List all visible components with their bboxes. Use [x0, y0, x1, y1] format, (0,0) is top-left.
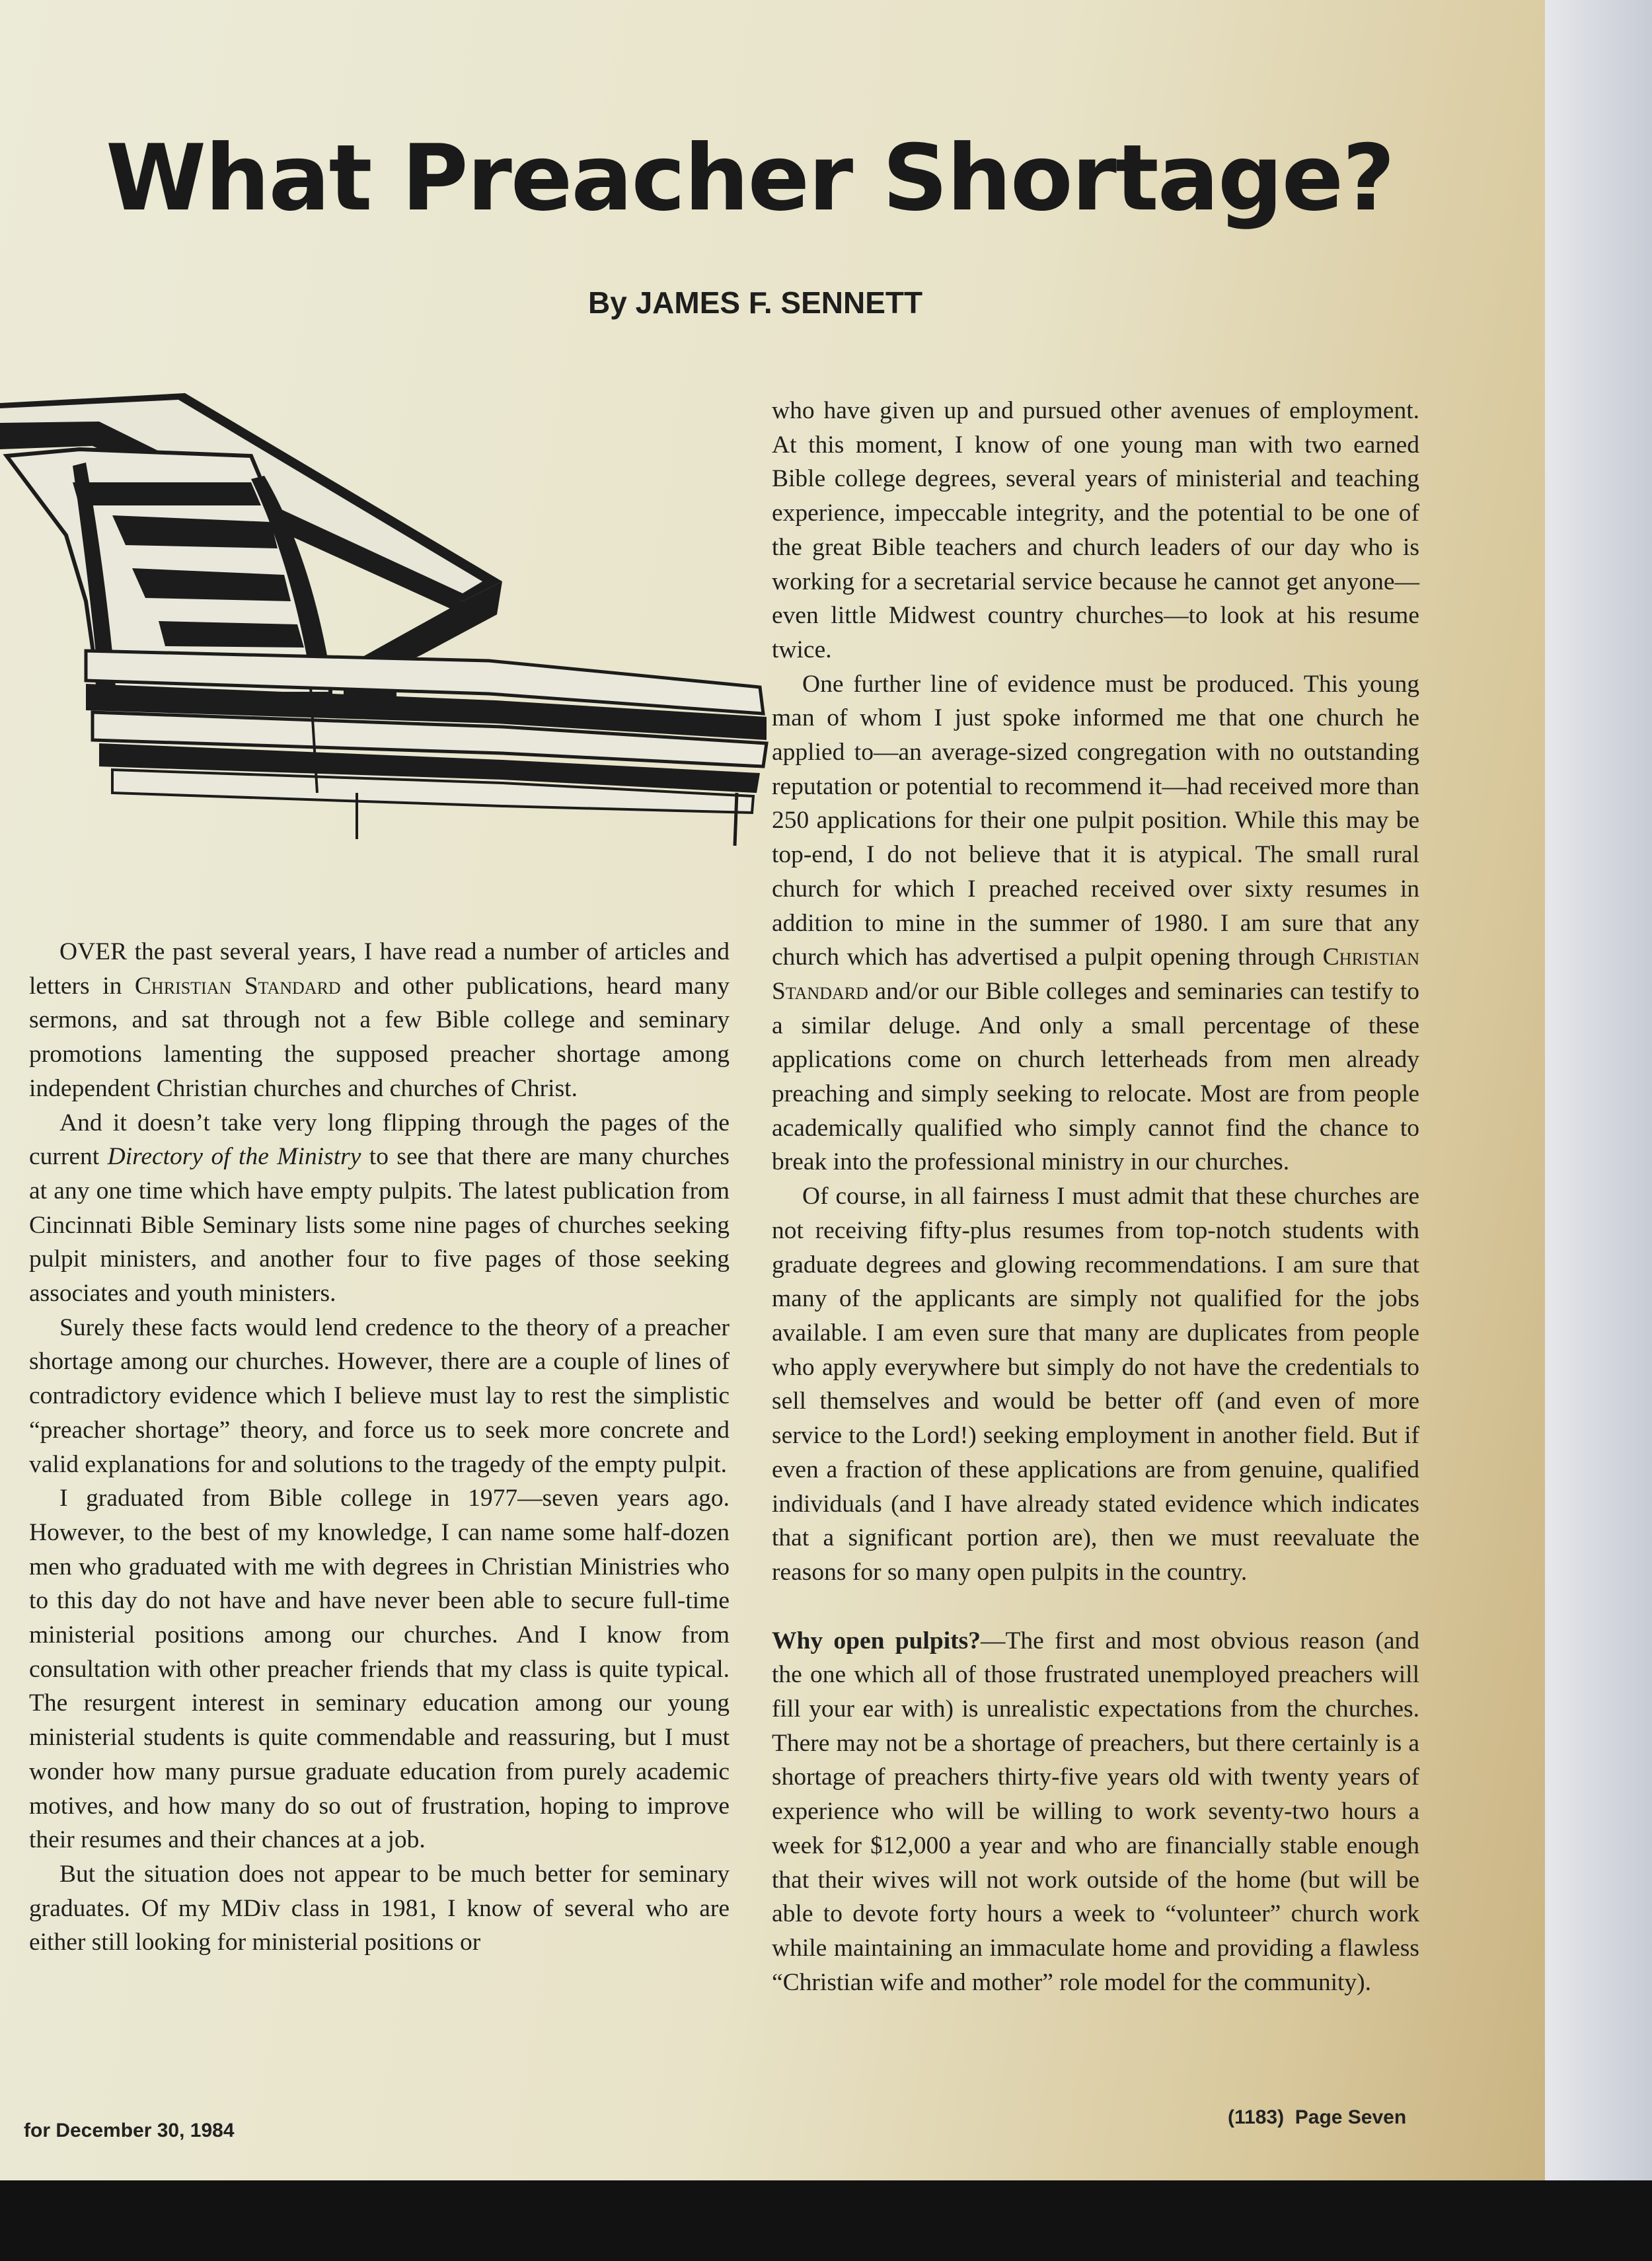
- paragraph: [29, 1106, 730, 1311]
- article-byline: By JAMES F. SENNETT: [588, 285, 923, 320]
- page-number: [1228, 2106, 1406, 2129]
- section-subhead: Why open pulpits?: [772, 1627, 981, 1654]
- paragraph: [29, 935, 730, 1106]
- directory-title: Directory of the Ministry: [107, 1143, 361, 1171]
- text-run: OVER the past several years, I have read a number of articles and letters in: [29, 938, 730, 1000]
- page-edge-background: [1545, 0, 1652, 2180]
- text-run: to see that there are many churches at any one time which have empty pulpits. The latest publication from Cincinnati Bible Seminary lists some nine pages of churches seeking pulpit ministers, and another four to five pages of those seeking associates and youth ministers.: [29, 1143, 730, 1308]
- text-run: And it doesn’t take very long flipping through the pages of the current: [29, 1109, 730, 1171]
- paragraph: [772, 667, 1419, 1180]
- text-run: One further line of evidence must be produced. This young man of whom I just spoke informed me that one church he applied to—an average-sized congregation with no outstanding reputation or potential to recommend it—had received more than 250 applications for their one pulpit position. While this may be top-end, I do not believe that it is atypical. The small rural church for which I preached received over sixty resumes in addition to mine in the summer of 1980. I am sure that any church which has advertised a pulpit opening through: [772, 670, 1419, 971]
- scan-background: [0, 2180, 1652, 2261]
- paragraph: I graduated from Bible college in 1977—seven years ago. However, to the best of my knowledge, I can name some half-dozen men who graduated with me with degrees in Christian Ministries who to this day do not have and have never been able to secure full-time ministerial positions among our churches. And I know from consultation with other preacher friends that my class is quite typical. The resurgent interest in seminary education among our young ministerial students is quite commendable and reassuring, but I must wonder how many pursue graduate education from purely academic motives, and how many do so out of frustration, hoping to improve their resumes and their chances at a job.: [29, 1485, 730, 1854]
- publication-name: Christian Standard: [772, 944, 1419, 1005]
- text-run: and/or our Bible colleges and seminaries can testify to a similar deluge. And only a small percentage of these applications come on church letterheads from men already preaching and simply seeking to relocate. Most are from people academically qualified who simply cannot find the chance to break into the professional ministry in our churches.: [772, 977, 1419, 1176]
- text-run: and other publications, heard many sermons, and sat through not a few Bible college and seminary promotions lamenting the supposed preacher shortage among independent Christian churches and churches of Christ.: [29, 972, 730, 1102]
- issue-page-number: (1183): [1228, 2106, 1285, 2128]
- text-run: —The first and most obvious reason (and the one which all of those frustrated unemployed preachers will fill your ear with) is unrealistic expectations from the churches. There may not be a shortage of preachers, but there certainly is a shortage of preachers thirty-five years old with twenty years of experience who will be willing to work seventy-two hours a week for $12,000 a year and who are financially stable enough that their wives will not work outside of the home (but will be able to devote forty hours a week to “volunteer” church work while maintaining an immaculate home and providing a flawless “Christian wife and mother” role model for the community).: [772, 1627, 1419, 1996]
- paragraph: Surely these facts would lend credence to the theory of a preacher shortage among our churches. However, there are a couple of lines of contradictory evidence which I believe must lay to rest the simplistic “preacher shortage” theory, and force us to seek more concrete and valid explanations for and solutions to the tragedy of the empty pulpit.: [29, 1314, 730, 1478]
- paragraph: who have given up and pursued other avenues of employment. At this moment, I know of one young man with two earned Bible college degrees, several years of ministerial and teaching experience, impeccable integrity, and the potential to be one of the great Bible teachers and church leaders of our day who is working for a secretarial service because he cannot get anyone—even little Midwest country churches—to look at his resume twice.: [772, 397, 1419, 663]
- page-label: Page Seven: [1295, 2106, 1407, 2128]
- paragraph: Of course, in all fairness I must admit that these churches are not receiving fifty-plus resumes from top-notch students with graduate degrees and glowing recommendations. I am sure that many of the applicants are simply not qualified for the jobs available. I am even sure that many are duplicates from people who apply everywhere but simply do not have the credentials to sell themselves and would be better off (and even of more service to the Lord!) seeking employment in another field. But if even a fraction of these applications are from genuine, qualified individuals (and I have already stated evidence which indicates that a significant portion are), then we must reevaluate the reasons for so many open pulpits in the country.: [772, 1183, 1419, 1586]
- issue-date: for December 30, 1984: [24, 2120, 235, 2141]
- paragraph: [772, 1624, 1419, 2000]
- publication-name: Christian Standard: [134, 972, 341, 1000]
- article-title: What Preacher Shortage?: [106, 125, 1394, 231]
- left-column: [29, 935, 730, 1960]
- pulpit-illustration-icon: [0, 383, 773, 866]
- right-column: [772, 394, 1419, 1999]
- paragraph: But the situation does not appear to be much better for seminary graduates. Of my MDiv class in 1981, I know of several who are either still looking for ministerial positions or: [29, 1860, 730, 1956]
